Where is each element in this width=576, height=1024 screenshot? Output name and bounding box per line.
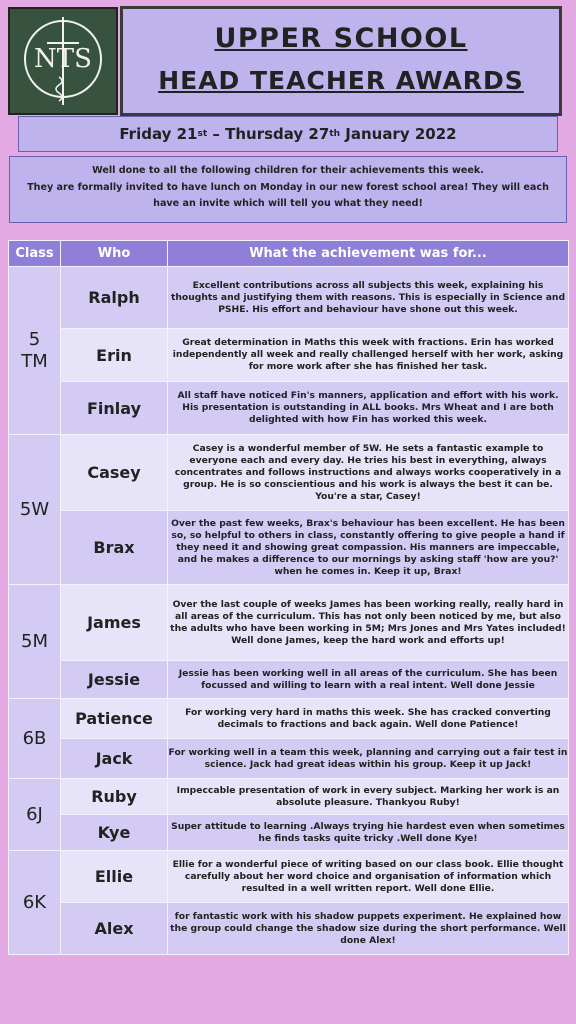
intro-line-1: Well done to all the following children for their achievements this week.: [92, 165, 484, 176]
achievement-text: Jessie has been working well in all areas of the curriculum. She has been focussed and willing to learn with a real intent. Well done Jessie: [168, 661, 569, 699]
pupil-name: Finlay: [61, 382, 168, 435]
pupil-name: Ellie: [61, 851, 168, 903]
intro-line-3: have an invite which will tell you what they need!: [153, 198, 423, 209]
pupil-name: Brax: [61, 511, 168, 585]
title-line-2: HEAD TEACHER AWARDS: [158, 66, 524, 95]
pupil-name: Jessie: [61, 661, 168, 699]
table-row: [9, 511, 569, 585]
achievement-text: Over the past few weeks, Brax's behaviour has been excellent. He has been so, so helpful to others in class, constantly offering to give people a hand if they need it and showing great compassion. His manners are impeccable, and he makes a difference to our mornings by asking staff 'how are you?' when he comes in. Keep it up, Brax!: [168, 511, 569, 585]
table-row: [9, 382, 569, 435]
awards-table: [8, 240, 569, 955]
class-label: 6J: [26, 803, 43, 825]
pupil-name: James: [61, 585, 168, 661]
achievement-text: Over the last couple of weeks James has been working really, really hard in all areas of the curriculum. This has not only been noticed by me, but also the adults who have been working in 5M; Mrs Jones and Mrs Yates included! Well done James, keep the hard work and efforts up!: [168, 585, 569, 661]
achievement-text: Impeccable presentation of work in every subject. Marking her work is an absolute pleasure. Thankyou Ruby!: [168, 779, 569, 815]
date-start-suffix: st: [197, 129, 208, 139]
achievement-text: Excellent contributions across all subjects this week, explaining his thoughts and justifying them with reasons. This is especially in Science and PSHE. His effort and behaviour have shone out this week.: [168, 267, 569, 329]
achievement-text: Super attitude to learning .Always trying hie hardest even when sometimes he finds tasks quite tricky .Well done Kye!: [168, 815, 569, 851]
class-label: 6B: [22, 727, 47, 749]
class-cell-6j: [9, 779, 61, 851]
achievement-text: For working well in a team this week, planning and carrying out a fair test in science. Jack had great ideas within his group. Keep it up Jack!: [168, 739, 569, 779]
class-label: 5: [28, 328, 41, 350]
pupil-name: Ralph: [61, 267, 168, 329]
date-start: Friday 21: [119, 125, 198, 143]
pupil-name: Casey: [61, 435, 168, 511]
title-line-1: UPPER SCHOOL: [214, 23, 468, 54]
class-label: 5M: [21, 630, 48, 652]
table-row: [9, 661, 569, 699]
pupil-name: Patience: [61, 699, 168, 739]
class-cell-5m: [9, 585, 61, 699]
table-row: [9, 329, 569, 382]
achievement-text: For working very hard in maths this week. She has cracked converting decimals to fractions and back again. Well done Patience!: [168, 699, 569, 739]
achievement-text: Great determination in Maths this week with fractions. Erin has worked independently all week and really challenged herself with her work, asking for more work after she has finished her task.: [168, 329, 569, 382]
table-row: [9, 585, 569, 661]
table-row: [9, 851, 569, 903]
pupil-name: Alex: [61, 903, 168, 955]
pupil-name: Jack: [61, 739, 168, 779]
class-label: 6K: [22, 891, 47, 913]
header-who: Who: [61, 241, 168, 267]
achievement-text: for fantastic work with his shadow puppets experiment. He explained how the group could change the shadow size during the short performance. Well done Alex!: [168, 903, 569, 955]
intro-line-2: They are formally invited to have lunch on Monday in our new forest school area! They will each: [27, 181, 549, 193]
achievement-text: Ellie for a wonderful piece of writing based on our class book. Ellie thought carefully about her word choice and organisation of information which resulted in a well written report. Well done Ellie.: [168, 851, 569, 903]
date-end-suffix: th: [329, 129, 341, 139]
date-end: January 2022: [340, 125, 457, 143]
date-range: [18, 116, 558, 152]
class-cell-5w: [9, 435, 61, 585]
intro-message: [9, 156, 567, 223]
achievement-text: All staff have noticed Fin's manners, application and effort with his work. His presentation is outstanding in ALL books. Mrs Wheat and I are both delighted with how Fin has worked this week.: [168, 382, 569, 435]
pupil-name: Erin: [61, 329, 168, 382]
table-row: [9, 815, 569, 851]
table-row: [9, 435, 569, 511]
table-row: [9, 267, 569, 329]
achievement-text: Casey is a wonderful member of 5W. He sets a fantastic example to everyone each and every day. He tries his best in everything, always concentrates and follows instructions and always works cooperatively in a group. He is so conscientious and his work is always the best it can be. You're a star, Casey!: [168, 435, 569, 511]
school-crest-icon: [15, 13, 111, 109]
class-cell-6k: [9, 851, 61, 955]
table-row: [9, 699, 569, 739]
table-row: [9, 903, 569, 955]
date-separator: – Thursday 27: [207, 125, 330, 143]
pupil-name: Kye: [61, 815, 168, 851]
pupil-name: Ruby: [61, 779, 168, 815]
header-class: Class: [9, 241, 61, 267]
class-label: 5W: [19, 498, 50, 520]
class-cell-6b: [9, 699, 61, 779]
class-label: TM: [21, 350, 48, 372]
table-row: [9, 779, 569, 815]
header-what: What the achievement was for...: [168, 241, 569, 267]
school-logo: [8, 7, 118, 115]
logo-text: NTS: [34, 44, 92, 74]
title-banner: [120, 6, 562, 116]
class-cell-5tm: [9, 267, 61, 435]
table-row: [9, 739, 569, 779]
